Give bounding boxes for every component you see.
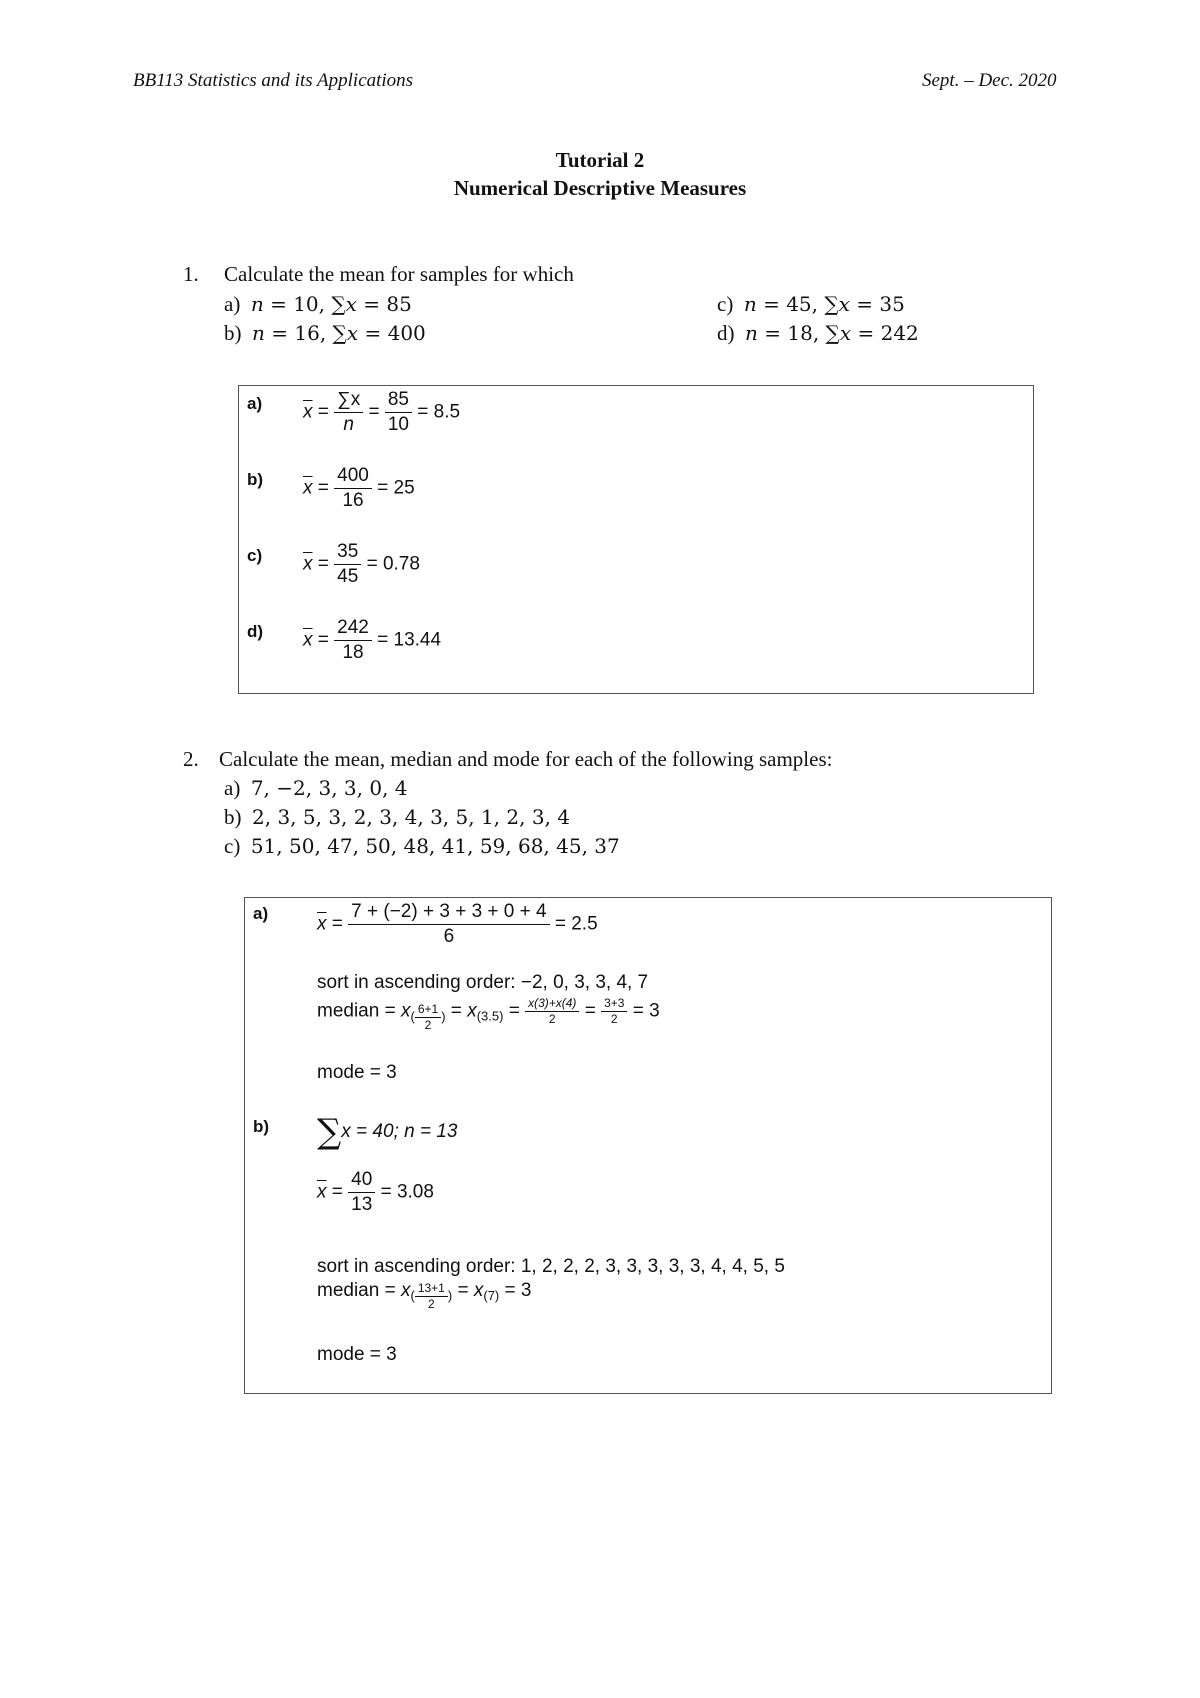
term-header: Sept. – Dec. 2020	[922, 70, 1057, 91]
tutorial-subtitle: Numerical Descriptive Measures	[453, 176, 747, 200]
q2-sol-a-sorted: sort in ascending order: −2, 0, 3, 3, 4, 7	[317, 972, 649, 993]
q1-prompt: Calculate the mean for samples for which	[224, 262, 574, 286]
q2-solution-box	[244, 897, 1052, 1394]
q1-sol-b: $\overline{x}$ = $\frac{400}{16}$ = 25	[303, 465, 415, 511]
q1-sol-d-label: d)	[247, 622, 264, 641]
q1-part-d: d) n = 18, ∑x = 242	[717, 321, 919, 345]
q1-sol-d: $\overline{x}$ = $\frac{242}{18}$ = 13.44	[303, 617, 442, 663]
q2-sol-b-sorted: sort in ascending order: 1, 2, 2, 2, 3, 3, 3, 3, 3, 4, 4, 5, 5	[317, 1256, 785, 1277]
q2-sol-a-median: median = $x_{( \frac{6+1}{2} )} = x_{(3.5)}$ = $\frac{x(3)+x(4)}{2}$ = $\frac{3+3}{2}$ = 3	[317, 996, 660, 1032]
q2-sol-b-median: median = $x_{( \frac{13+1}{2} )} = x_{(7)} = 3$	[317, 1280, 532, 1312]
q1-part-a: a) n = 10, ∑x = 85	[224, 292, 412, 316]
q2-sample-c: c) 51, 50, 47, 50, 48, 41, 59, 68, 45, 37	[224, 834, 620, 858]
q1-sol-b-label: b)	[247, 470, 264, 489]
course-header: BB113 Statistics and its Applications	[133, 70, 414, 91]
q1-part-c: c) n = 45, ∑x = 35	[717, 292, 905, 316]
q1-sol-a: $\overline{x}$ = $\frac{\sum x}{n}$ = $\frac{85}{10}$ = 8.5	[303, 389, 461, 435]
q2-sol-a-mode: mode = 3	[317, 1062, 397, 1083]
q2-sol-b-sum: ∑x = 40; n = 13	[317, 1112, 458, 1152]
q2-sol-a-label: a)	[253, 904, 269, 923]
q2-number: 2.	[183, 747, 199, 771]
q2-sample-a: a) 7, −2, 3, 3, 0, 4	[224, 776, 408, 800]
tutorial-title: Tutorial 2	[555, 148, 645, 172]
q1-sol-a-label: a)	[247, 394, 263, 413]
q2-prompt: Calculate the mean, median and mode for each of the following samples:	[219, 747, 833, 771]
q1-number: 1.	[183, 262, 199, 286]
q2-sol-a-mean: $\overline{x}$ = $\frac{7 + (-2) + 3 + 3 + 0 + 4}{6}$ = 2.5	[317, 901, 598, 947]
q2-sol-b-label: b)	[253, 1117, 270, 1136]
q2-sol-b-mode: mode = 3	[317, 1344, 397, 1365]
q2-sol-b-mean: $\overline{x}$ = $\frac{40}{13}$ = 3.08	[317, 1169, 434, 1215]
q2-sample-b: b) 2, 3, 5, 3, 2, 3, 4, 3, 5, 1, 2, 3, 4	[224, 805, 570, 829]
q1-solution-box	[238, 385, 1034, 694]
q1-part-b: b) n = 16, ∑x = 400	[224, 321, 426, 345]
q1-sol-c-label: c)	[247, 546, 263, 565]
q1-sol-c: $\overline{x}$ = $\frac{35}{45}$ = 0.78	[303, 541, 420, 587]
